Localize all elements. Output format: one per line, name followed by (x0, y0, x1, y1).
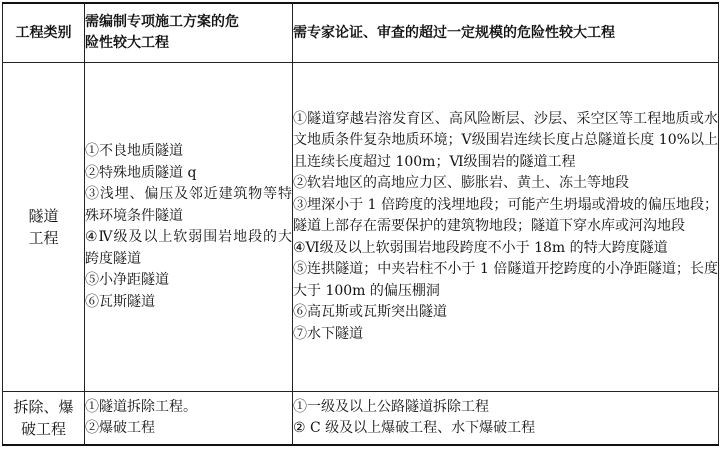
header-expert-review: 需专家论证、审查的超过一定规模的危险性较大工程 (293, 3, 719, 63)
category-line1: 拆除、爆 (13, 398, 74, 416)
list-item: ②爆破工程 (85, 420, 155, 436)
list-item: ①一级及以上公路隧道拆除工程 (293, 398, 489, 415)
category-line2: 工程 (28, 229, 59, 247)
list-item: ②特殊地质隧道 q (85, 164, 197, 181)
list-item: ⑥瓦斯隧道 (85, 293, 155, 310)
list-item: ③浅埋、偏压及邻近建筑物等特殊环境条件隧道 (85, 186, 292, 224)
category-line1: 隧道 (28, 207, 59, 225)
category-cell (3, 63, 85, 392)
list-item: ④Ⅳ级及以上软弱围岩地段的大跨度隧道 (85, 229, 292, 267)
table-row (3, 63, 719, 392)
header-special-plan-line2: 险性较大工程 (85, 35, 169, 51)
expert-review-cell (293, 392, 719, 446)
list-item: ⑤连拱隧道；中夹岩柱不小于 1 倍隧道开挖跨度的小净距隧道；长度大于 100m 的偏压棚洞 (293, 261, 718, 299)
special-plan-cell (85, 63, 293, 392)
table-header-row (3, 3, 719, 63)
category-cell (3, 392, 85, 446)
list-item: ② C 级及以上爆破工程、水下爆破工程 (293, 420, 536, 436)
table-row (3, 392, 719, 446)
list-item: ③埋深小于 1 倍跨度的浅埋地段；可能产生坍塌或滑坡的偏压地段；隧道上部存在需要保护的建筑物地段；隧道下穿水库或河沟地段 (293, 196, 718, 235)
list-item: ⑥高瓦斯或瓦斯突出隧道 (293, 304, 447, 321)
list-item: ④Ⅵ级及以上软弱围岩地段跨度不小于 18m 的特大跨度隧道 (293, 239, 668, 256)
list-item: ②软岩地区的高地应力区、膨胀岩、黄土、冻土等地段 (293, 175, 629, 192)
list-item: ⑦水下隧道 (293, 325, 363, 342)
header-category: 工程类别 (3, 3, 85, 63)
list-item: ①不良地质隧道 (85, 143, 183, 159)
list-item: ⑤小净距隧道 (85, 272, 169, 288)
header-special-plan-line1: 需编制专项施工方案的危 (85, 14, 239, 30)
special-plan-cell (85, 392, 293, 446)
hazard-project-table (2, 2, 719, 446)
category-line2: 破工程 (20, 420, 66, 438)
list-item: ①隧道穿越岩溶发育区、高风险断层、沙层、采空区等工程地质或水文地质条件复杂地质环境；Ⅴ级围岩连续长度占总隧道长度 10%以上且连续长度超过 100m；Ⅵ级围岩的隧道工程 (293, 110, 718, 170)
header-special-plan (85, 3, 293, 63)
list-item: ①隧道拆除工程。 (85, 398, 197, 415)
expert-review-cell (293, 63, 719, 392)
